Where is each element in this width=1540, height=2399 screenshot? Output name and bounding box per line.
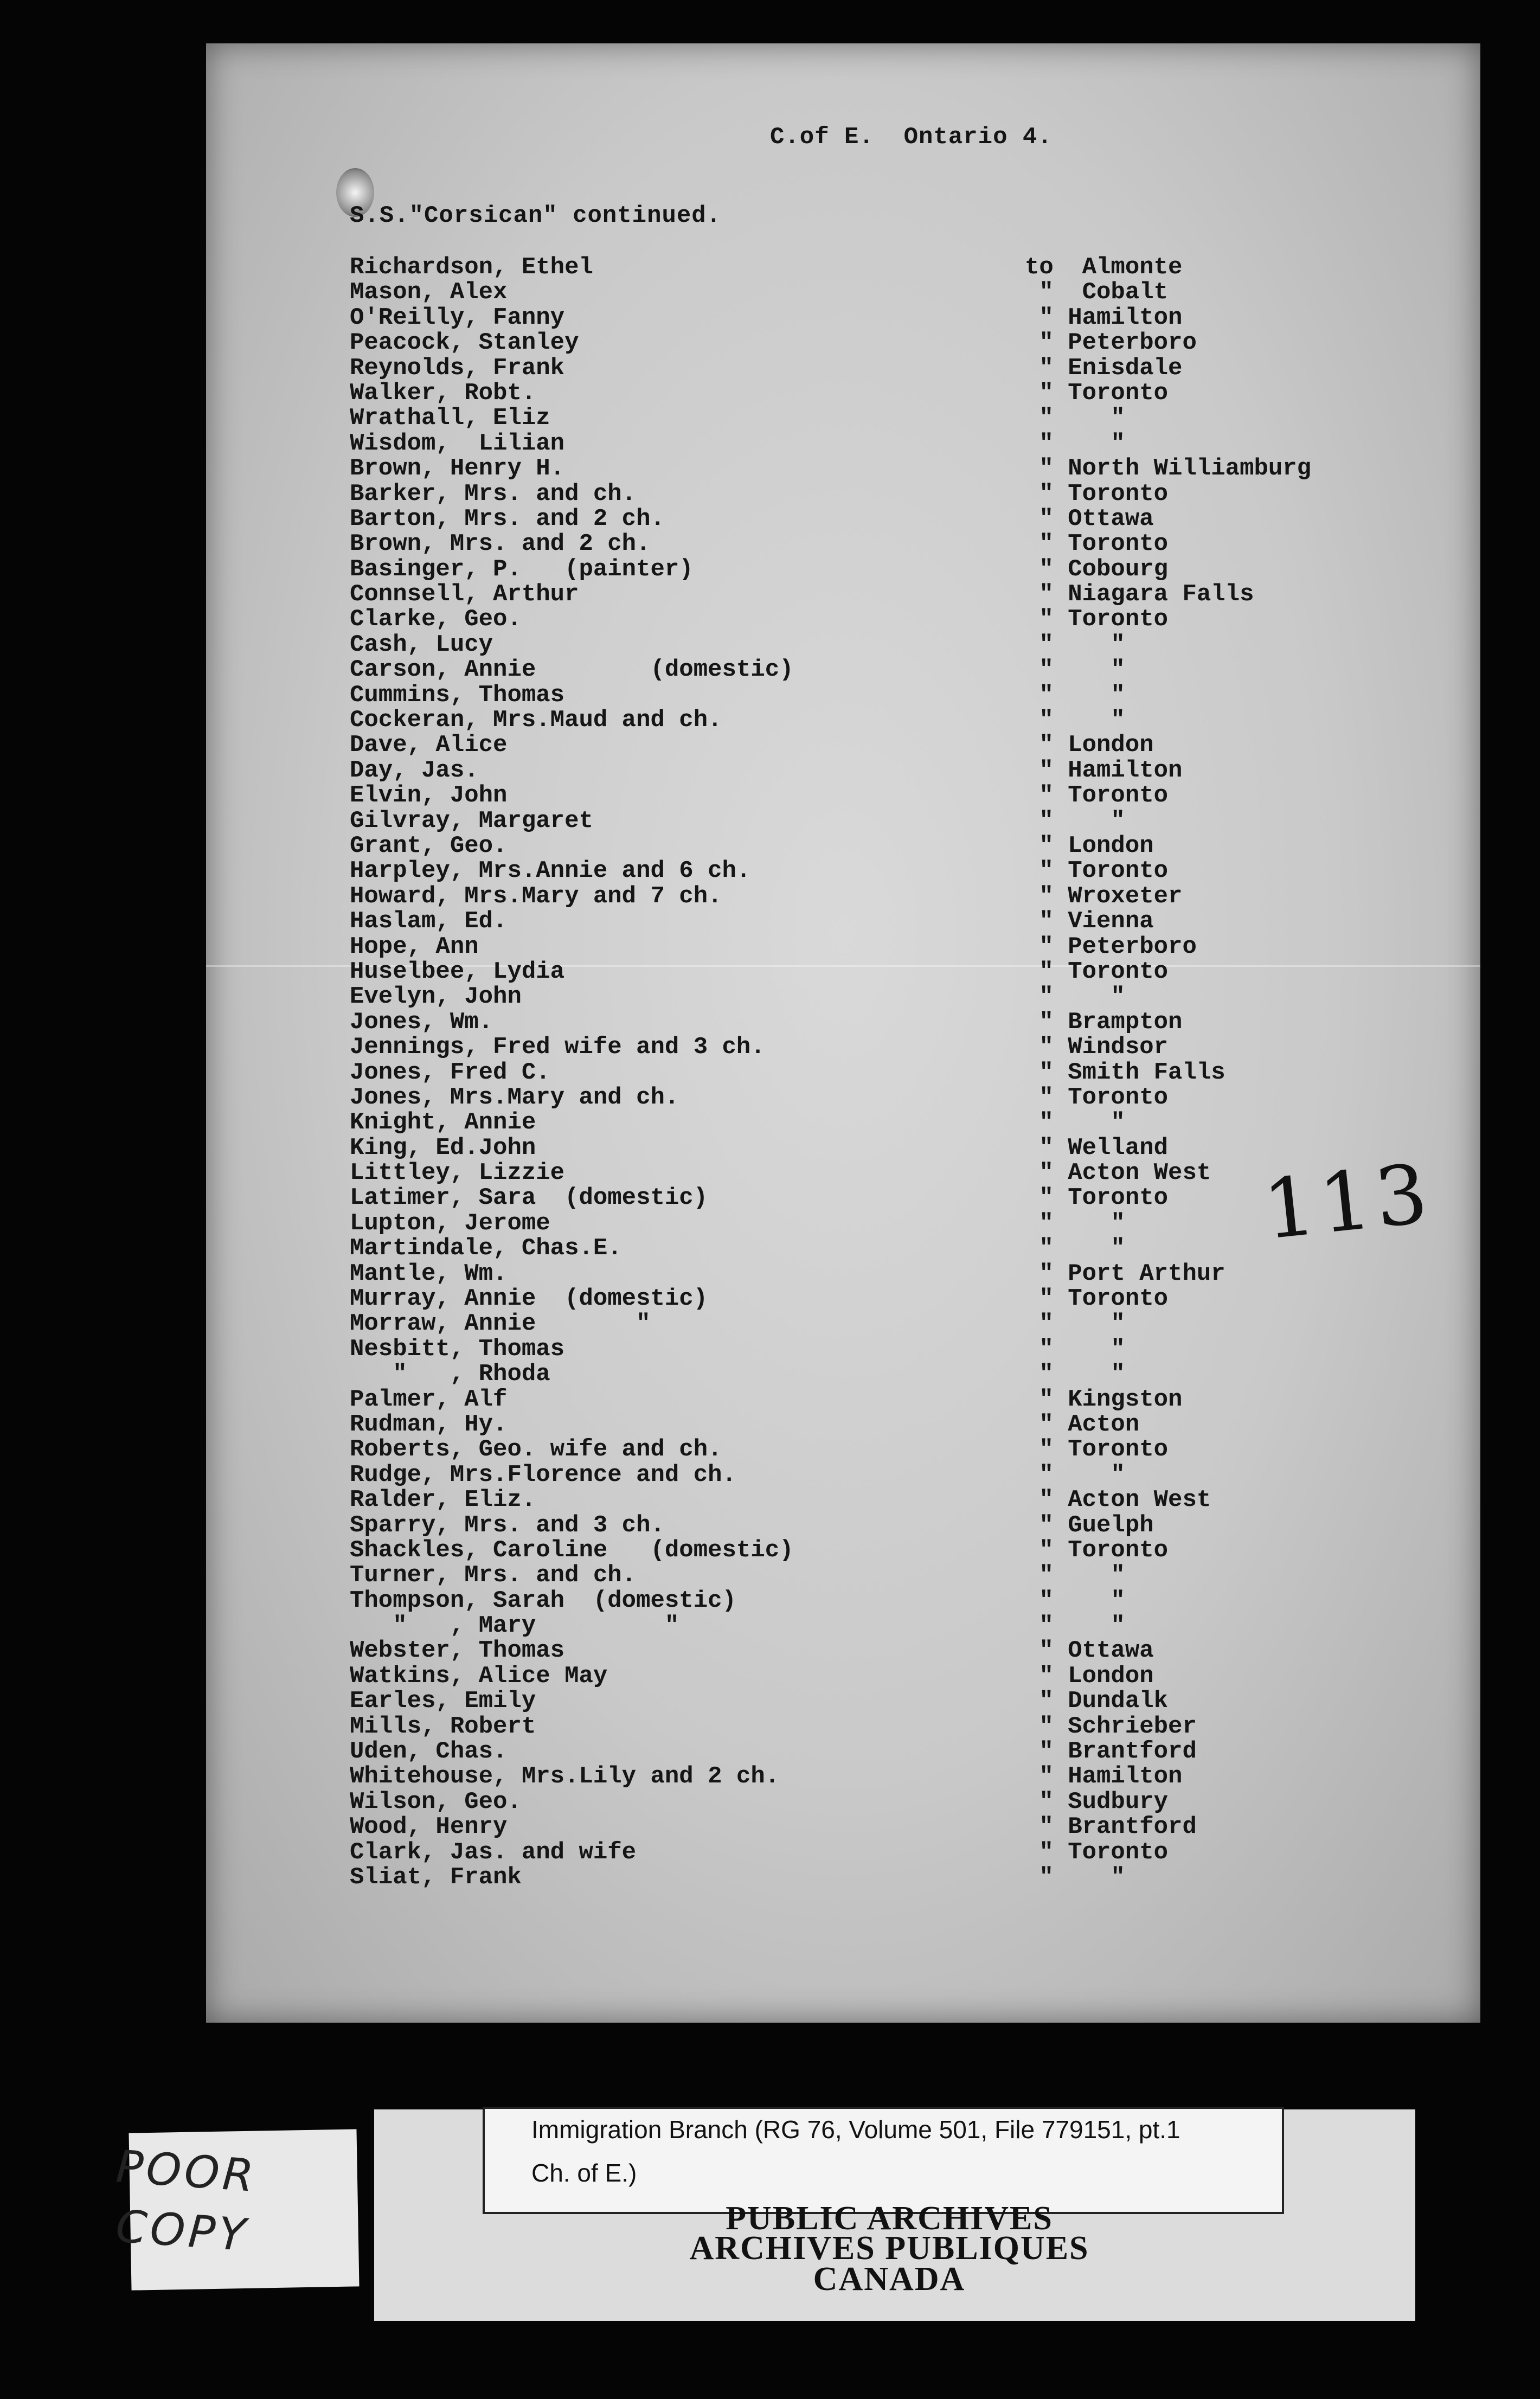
passenger-name: Cockeran, Mrs.Maud and ch. bbox=[350, 707, 722, 734]
passenger-name: Walker, Robt. bbox=[350, 379, 536, 407]
passenger-name: O'Reilly, Fanny bbox=[350, 304, 565, 331]
passenger-name: Earles, Emily bbox=[350, 1688, 536, 1715]
passenger-name: Mills, Robert bbox=[350, 1712, 536, 1740]
passenger-destination: " Toronto bbox=[1025, 530, 1169, 558]
passenger-name: Barker, Mrs. and ch. bbox=[350, 480, 637, 508]
archives-stamp-line-3: CANADA bbox=[813, 2261, 966, 2298]
passenger-name: Sparry, Mrs. and 3 ch. bbox=[350, 1511, 665, 1539]
passenger-name: Knight, Annie bbox=[350, 1109, 536, 1137]
passenger-name: Huselbee, Lydia bbox=[350, 958, 565, 985]
passenger-destination: " " bbox=[1025, 681, 1125, 709]
passenger-destination: " Toronto bbox=[1025, 480, 1169, 508]
passenger-name: Hope, Ann bbox=[350, 933, 479, 960]
passenger-destination: " Toronto bbox=[1025, 606, 1169, 633]
passenger-name: Wrathall, Eliz bbox=[350, 405, 550, 432]
passenger-destination: " " bbox=[1025, 1461, 1125, 1489]
passenger-name: Ralder, Eliz. bbox=[350, 1486, 536, 1514]
passenger-name: Reynolds, Frank bbox=[350, 354, 565, 382]
passenger-name: Howard, Mrs.Mary and 7 ch. bbox=[350, 882, 722, 910]
passenger-name: Roberts, Geo. wife and ch. bbox=[350, 1436, 722, 1464]
passenger-destination: " Ottawa bbox=[1025, 505, 1154, 533]
passenger-destination: " " bbox=[1025, 807, 1125, 835]
passenger-destination: " Hamilton bbox=[1025, 756, 1183, 784]
passenger-name: Wilson, Geo. bbox=[350, 1788, 522, 1816]
passenger-name: Basinger, P. (painter) bbox=[350, 555, 694, 583]
passenger-destination: " Toronto bbox=[1025, 958, 1169, 985]
passenger-destination: " " bbox=[1025, 429, 1125, 457]
passenger-destination: " " bbox=[1025, 405, 1125, 432]
passenger-destination: " " bbox=[1025, 983, 1125, 1011]
ship-title: S.S."Corsican" continued. bbox=[350, 202, 722, 229]
passenger-name: Jones, Mrs.Mary and ch. bbox=[350, 1083, 679, 1111]
passenger-name: Evelyn, John bbox=[350, 983, 522, 1011]
passenger-name: Jones, Fred C. bbox=[350, 1059, 550, 1086]
passenger-destination: " Schrieber bbox=[1025, 1712, 1197, 1740]
passenger-name: Haslam, Ed. bbox=[350, 908, 508, 935]
passenger-destination: " Hamilton bbox=[1025, 304, 1183, 331]
handwritten-folio-number: 113 bbox=[1259, 1146, 1436, 1258]
passenger-destination: " " bbox=[1025, 1335, 1125, 1363]
passenger-destination: " Brantford bbox=[1025, 1738, 1197, 1766]
passenger-destination: to Almonte bbox=[1025, 254, 1183, 281]
passenger-name: Cash, Lucy bbox=[350, 631, 493, 658]
passenger-destination: " Toronto bbox=[1025, 1838, 1169, 1866]
passenger-destination: " Toronto bbox=[1025, 1083, 1169, 1111]
passenger-destination: " " bbox=[1025, 656, 1125, 684]
passenger-destination: " " bbox=[1025, 707, 1125, 734]
passenger-name: Watkins, Alice May bbox=[350, 1662, 608, 1690]
passenger-name: Harpley, Mrs.Annie and 6 ch. bbox=[350, 857, 751, 885]
passenger-destination: " Acton West bbox=[1025, 1486, 1211, 1514]
passenger-name: Jones, Wm. bbox=[350, 1008, 493, 1036]
passenger-destination: " Peterboro bbox=[1025, 329, 1197, 357]
passenger-destination: " " bbox=[1025, 631, 1125, 658]
passenger-destination: " " bbox=[1025, 1235, 1125, 1262]
passenger-name: Day, Jas. bbox=[350, 756, 479, 784]
passenger-destination: " Dundalk bbox=[1025, 1688, 1169, 1715]
archives-stamp-line-1: PUBLIC ARCHIVES bbox=[726, 2200, 1053, 2237]
archives-stamp-line-2: ARCHIVES PUBLIQUES bbox=[689, 2230, 1089, 2267]
passenger-name: Littley, Lizzie bbox=[350, 1159, 565, 1187]
passenger-name: Connsell, Arthur bbox=[350, 581, 579, 608]
passenger-destination: " " bbox=[1025, 1562, 1125, 1589]
passenger-name: Jennings, Fred wife and 3 ch. bbox=[350, 1034, 765, 1061]
passenger-destination: " Toronto bbox=[1025, 782, 1169, 810]
passenger-destination: " Acton bbox=[1025, 1410, 1140, 1438]
passenger-name: Cummins, Thomas bbox=[350, 681, 565, 709]
passenger-name: Morraw, Annie " bbox=[350, 1310, 651, 1338]
passenger-name: Turner, Mrs. and ch. bbox=[350, 1562, 637, 1589]
passenger-name: Rudman, Hy. bbox=[350, 1410, 508, 1438]
passenger-destination: " Cobourg bbox=[1025, 555, 1169, 583]
passenger-destination: " Enisdale bbox=[1025, 354, 1183, 382]
passenger-destination: " Port Arthur bbox=[1025, 1260, 1225, 1287]
passenger-destination: " " bbox=[1025, 1109, 1125, 1137]
passenger-name: Dave, Alice bbox=[350, 732, 508, 759]
passenger-name: Wood, Henry bbox=[350, 1813, 508, 1841]
passenger-name: Barton, Mrs. and 2 ch. bbox=[350, 505, 665, 533]
passenger-destination: " " bbox=[1025, 1864, 1125, 1891]
passenger-destination: " Welland bbox=[1025, 1134, 1169, 1162]
passenger-destination: " Ottawa bbox=[1025, 1637, 1154, 1665]
passenger-destination: " Toronto bbox=[1025, 1436, 1169, 1464]
passenger-name: Thompson, Sarah (domestic) bbox=[350, 1587, 736, 1614]
passenger-name: Webster, Thomas bbox=[350, 1637, 565, 1665]
passenger-destination: " London bbox=[1025, 832, 1154, 859]
passenger-name: " , Mary " bbox=[350, 1612, 679, 1640]
passenger-name: " , Rhoda bbox=[350, 1361, 550, 1388]
passenger-destination: " London bbox=[1025, 1662, 1154, 1690]
passenger-destination: " Toronto bbox=[1025, 857, 1169, 885]
passenger-name: Palmer, Alf bbox=[350, 1385, 508, 1413]
passenger-destination: " " bbox=[1025, 1361, 1125, 1388]
passenger-name: Shackles, Caroline (domestic) bbox=[350, 1536, 794, 1564]
passenger-destination: " " bbox=[1025, 1587, 1125, 1614]
passenger-name: Richardson, Ethel bbox=[350, 254, 593, 281]
passenger-name: Nesbitt, Thomas bbox=[350, 1335, 565, 1363]
passenger-name: Martindale, Chas.E. bbox=[350, 1235, 622, 1262]
passenger-destination: " Toronto bbox=[1025, 1184, 1169, 1212]
passenger-destination: " Cobalt bbox=[1025, 279, 1169, 306]
page-header: C.of E. Ontario 4. bbox=[770, 124, 1053, 151]
document-page bbox=[206, 43, 1480, 2023]
passenger-destination: " Niagara Falls bbox=[1025, 581, 1254, 608]
passenger-name: Whitehouse, Mrs.Lily and 2 ch. bbox=[350, 1763, 780, 1791]
passenger-name: Clarke, Geo. bbox=[350, 606, 522, 633]
passenger-name: Brown, Mrs. and 2 ch. bbox=[350, 530, 651, 558]
passenger-name: Brown, Henry H. bbox=[350, 455, 565, 483]
passenger-name: Gilvray, Margaret bbox=[350, 807, 593, 835]
passenger-destination: " Sudbury bbox=[1025, 1788, 1169, 1816]
passenger-name: Peacock, Stanley bbox=[350, 329, 579, 357]
passenger-destination: " Wroxeter bbox=[1025, 882, 1183, 910]
passenger-name: Mason, Alex bbox=[350, 279, 508, 306]
passenger-name: Mantle, Wm. bbox=[350, 1260, 508, 1287]
reference-line-1: Immigration Branch (RG 76, Volume 501, File 779151, pt.1 bbox=[531, 2115, 1180, 2144]
passenger-destination: " " bbox=[1025, 1612, 1125, 1640]
passenger-name: Clark, Jas. and wife bbox=[350, 1838, 637, 1866]
passenger-destination: " Acton West bbox=[1025, 1159, 1211, 1187]
passenger-destination: " Smith Falls bbox=[1025, 1059, 1225, 1086]
passenger-destination: " Toronto bbox=[1025, 1536, 1169, 1564]
passenger-destination: " Toronto bbox=[1025, 379, 1169, 407]
passenger-name: Murray, Annie (domestic) bbox=[350, 1285, 708, 1313]
passenger-name: Wisdom, Lilian bbox=[350, 429, 565, 457]
passenger-name: Uden, Chas. bbox=[350, 1738, 508, 1766]
passenger-name: Lupton, Jerome bbox=[350, 1209, 550, 1237]
passenger-destination: " Hamilton bbox=[1025, 1763, 1183, 1791]
passenger-name: Rudge, Mrs.Florence and ch. bbox=[350, 1461, 736, 1489]
passenger-name: Sliat, Frank bbox=[350, 1864, 522, 1891]
passenger-destination: " Guelph bbox=[1025, 1511, 1154, 1539]
passenger-destination: " Toronto bbox=[1025, 1285, 1169, 1313]
passenger-destination: " Windsor bbox=[1025, 1034, 1169, 1061]
passenger-name: Grant, Geo. bbox=[350, 832, 508, 859]
reference-line-2: Ch. of E.) bbox=[531, 2159, 637, 2187]
passenger-name: Carson, Annie (domestic) bbox=[350, 656, 794, 684]
passenger-destination: " London bbox=[1025, 732, 1154, 759]
passenger-name: Elvin, John bbox=[350, 782, 508, 810]
passenger-destination: " Kingston bbox=[1025, 1385, 1183, 1413]
passenger-name: King, Ed.John bbox=[350, 1134, 536, 1162]
passenger-name-column bbox=[350, 255, 794, 1890]
passenger-destination: " Brantford bbox=[1025, 1813, 1197, 1841]
passenger-name: Latimer, Sara (domestic) bbox=[350, 1184, 708, 1212]
poor-copy-note: POOR COPY bbox=[114, 2141, 259, 2262]
passenger-destination: " Vienna bbox=[1025, 908, 1154, 935]
passenger-destination: " Brampton bbox=[1025, 1008, 1183, 1036]
destination-column bbox=[1025, 255, 1311, 1890]
passenger-destination: " " bbox=[1025, 1209, 1125, 1237]
passenger-destination: " " bbox=[1025, 1310, 1125, 1338]
passenger-destination: " Peterboro bbox=[1025, 933, 1197, 960]
passenger-destination: " North Williamburg bbox=[1025, 455, 1312, 483]
